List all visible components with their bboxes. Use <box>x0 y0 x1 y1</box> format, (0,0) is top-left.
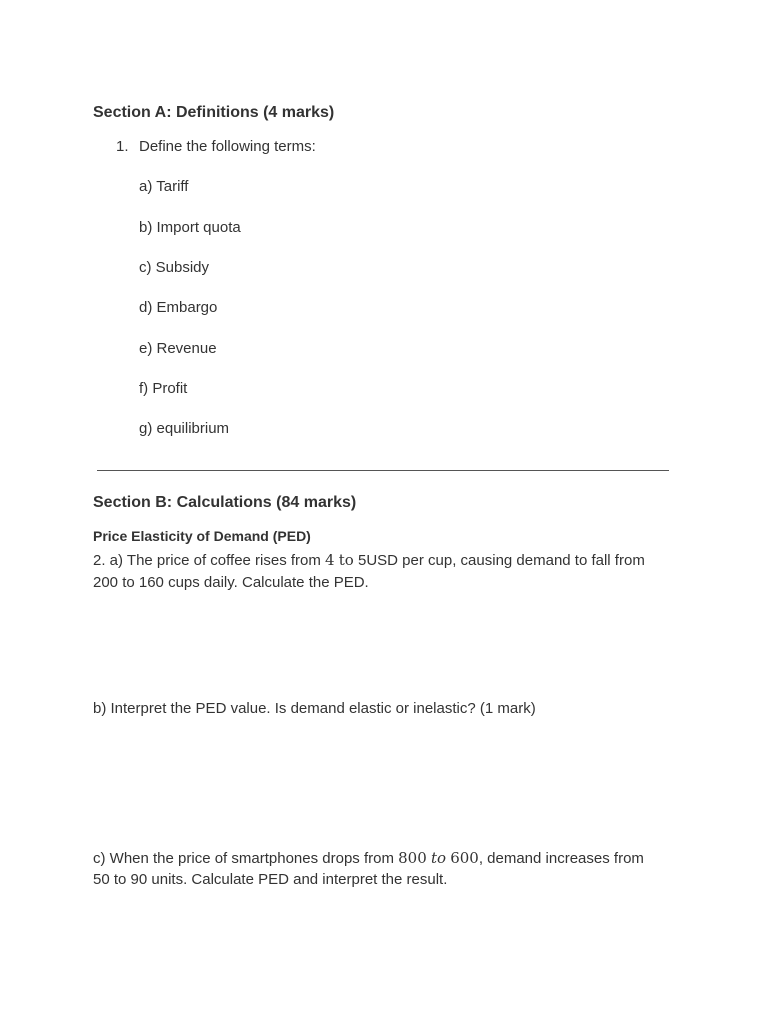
section-divider <box>97 470 669 471</box>
definition-item-subsidy: c) Subsidy <box>139 259 210 276</box>
definition-item-import-quota: b) Import quota <box>139 219 241 236</box>
question-2c-text-start: c) When the price of smartphones drops from <box>93 850 399 867</box>
question-2c-text-end: , demand increases from <box>478 850 644 867</box>
question-2a-math-to: to <box>338 551 354 569</box>
question-2a-text-end: 5USD per cup, causing demand to fall from <box>358 552 645 569</box>
section-b-title: Section B: Calculations (84 marks) <box>93 494 357 511</box>
question-2a-text-start: 2. a) The price of coffee rises from <box>93 552 326 569</box>
question-2c-line-1 <box>93 848 644 869</box>
section-a-title: Section A: Definitions (4 marks) <box>93 104 335 121</box>
ped-subtitle: Price Elasticity of Demand (PED) <box>93 528 311 544</box>
question-2a-math-from: 4 <box>325 551 335 569</box>
question-2a-line-1 <box>93 550 645 571</box>
question-2a-line-2: 200 to 160 cups daily. Calculate the PED. <box>93 574 369 591</box>
question-2b-text: b) Interpret the PED value. Is demand elastic or inelastic? (1 mark) <box>93 700 536 717</box>
question-2c-math-from: 800 <box>398 849 427 867</box>
definition-item-tariff: a) Tariff <box>139 178 189 195</box>
definition-item-embargo: d) Embargo <box>139 299 218 316</box>
definition-item-revenue: e) Revenue <box>139 340 217 357</box>
question-2c-math-value: 600 <box>450 849 479 867</box>
question-1-number: 1. <box>116 138 129 155</box>
question-2c-math-to: to <box>430 849 447 867</box>
definition-item-profit: f) Profit <box>139 380 188 397</box>
question-1-text: Define the following terms: <box>139 138 316 155</box>
definition-item-equilibrium: g) equilibrium <box>139 420 230 437</box>
question-2c-line-2: 50 to 90 units. Calculate PED and interpret the result. <box>93 871 448 888</box>
